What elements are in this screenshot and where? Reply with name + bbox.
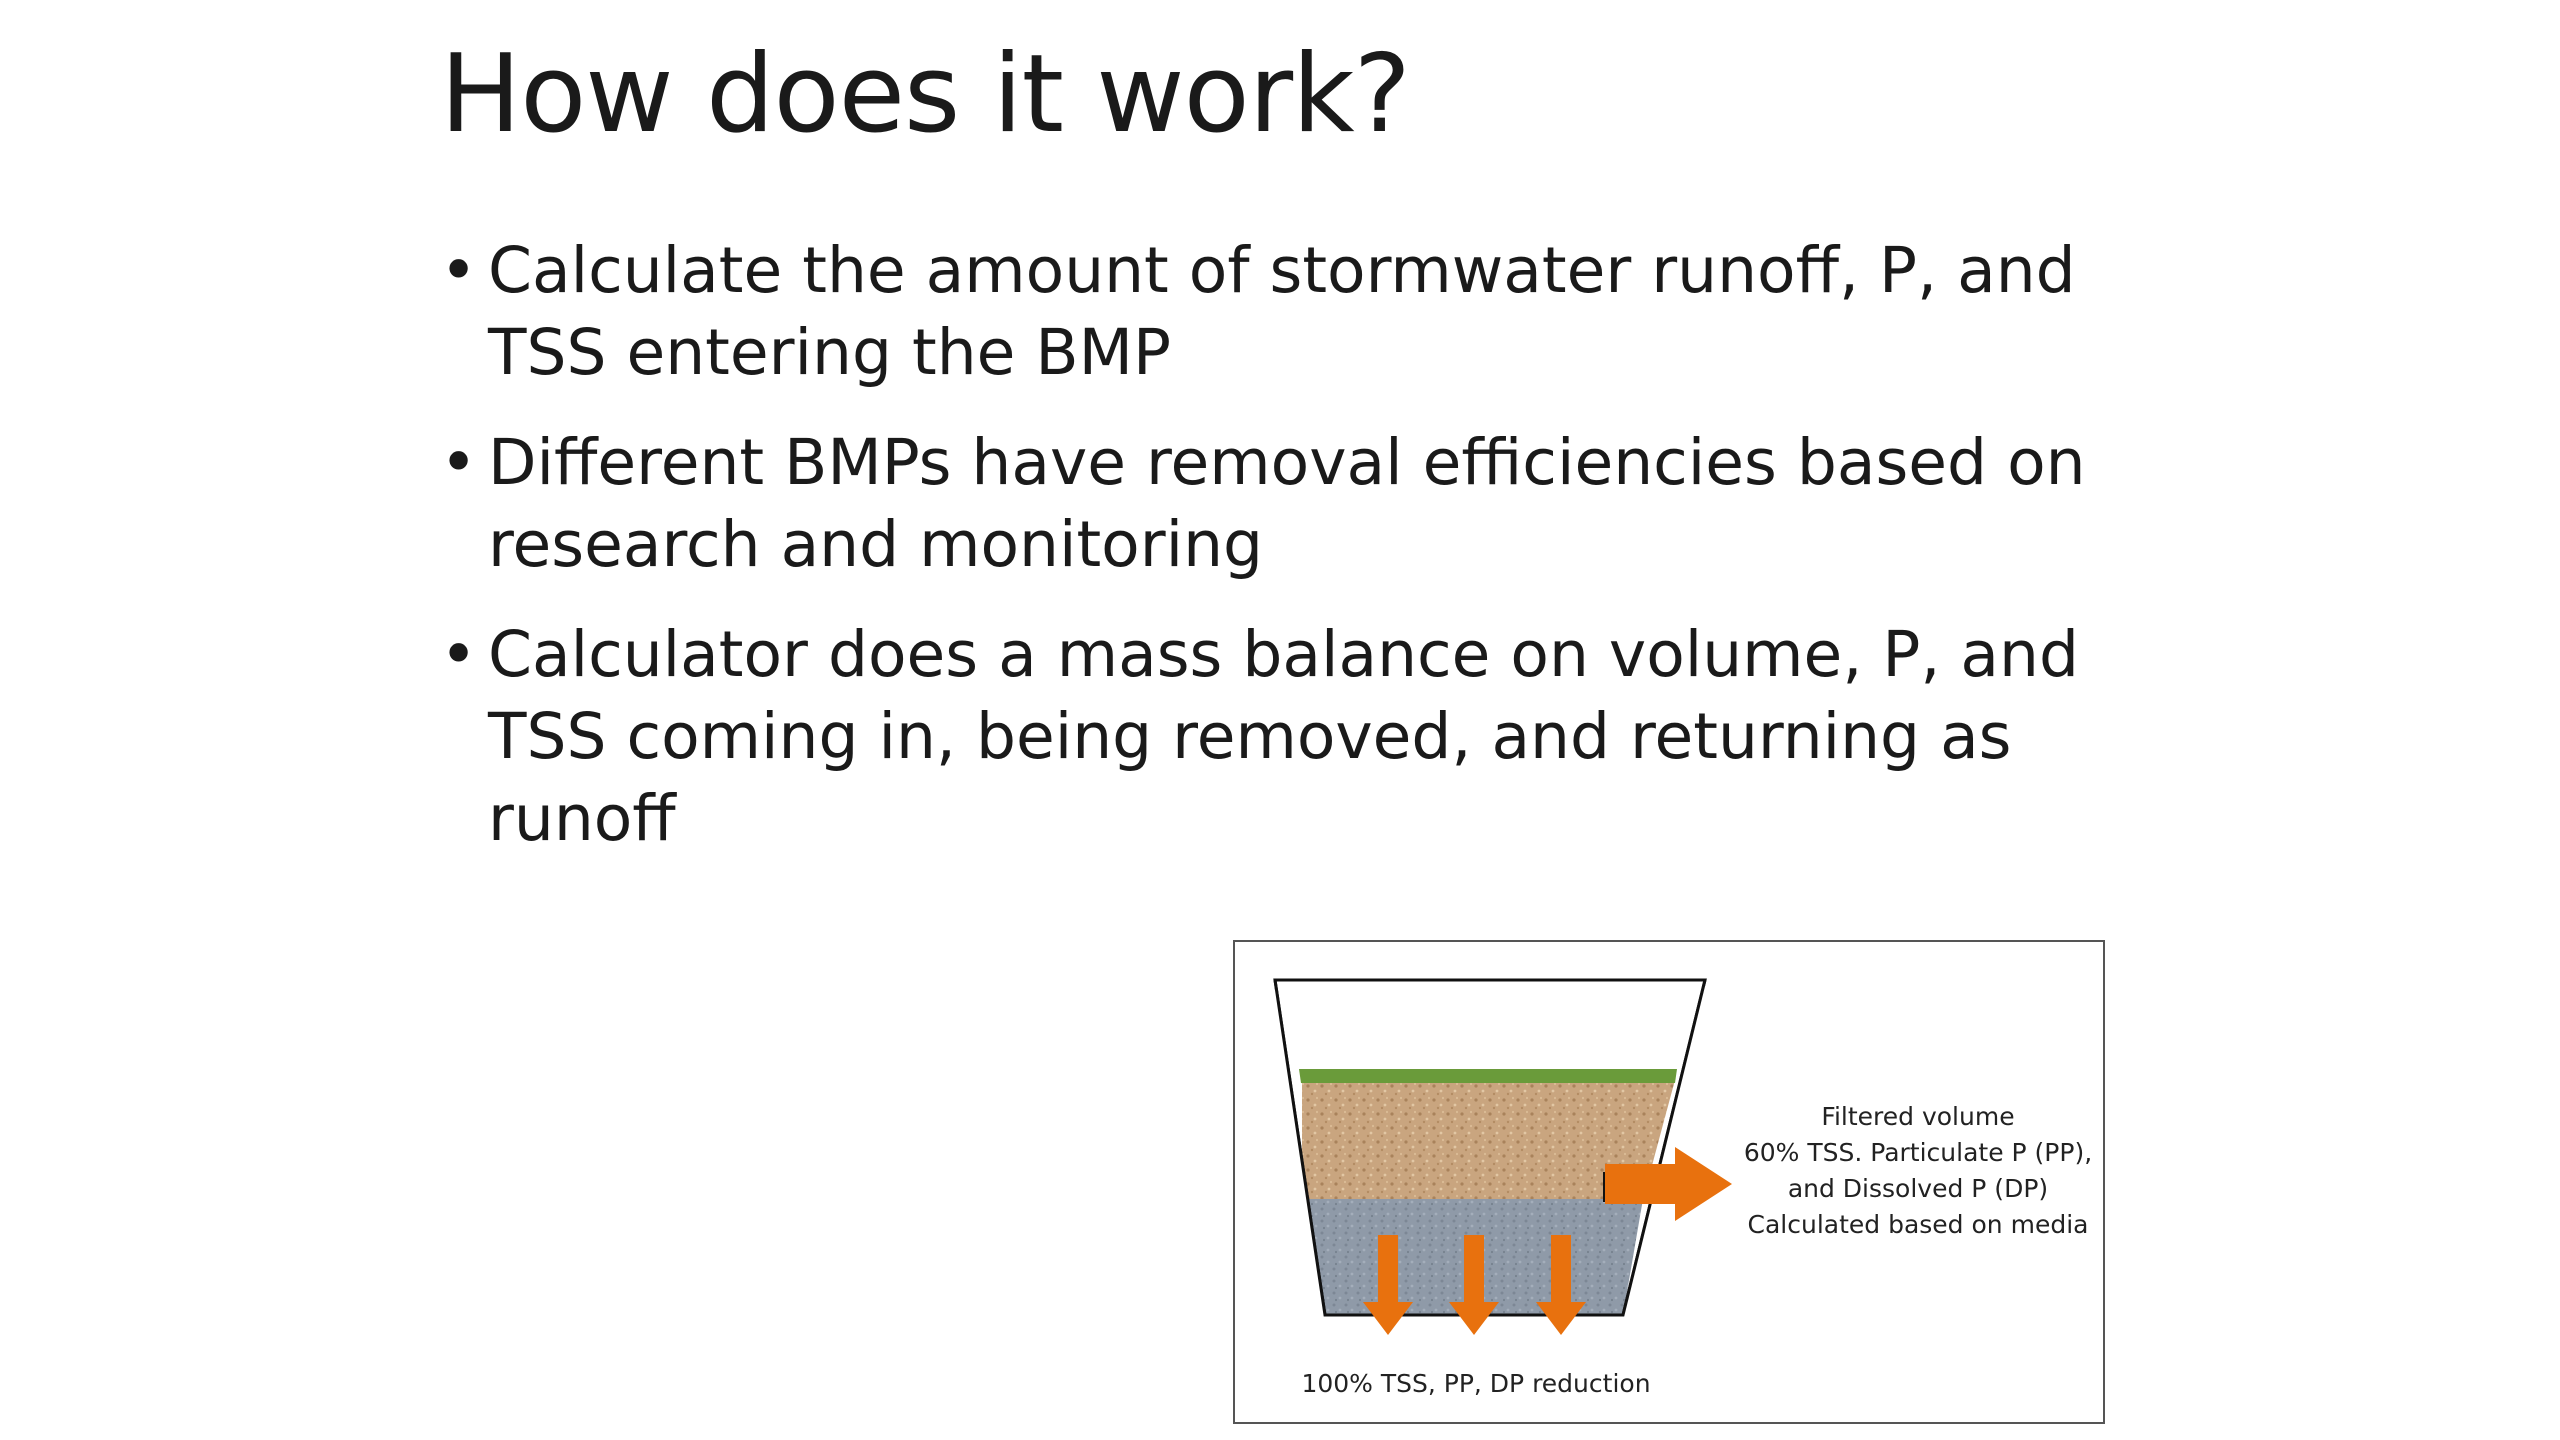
bullet-text: Calculator does a mass balance on volume, P, and TSS coming in, being removed, and returning as runoff [488, 618, 2079, 855]
side-label-line: 60% TSS. Particulate P (PP), [1743, 1138, 2093, 1167]
bottom-label: 100% TSS, PP, DP reduction [1301, 1369, 1651, 1398]
bullet-item [440, 230, 2200, 394]
side-label-line: Filtered volume [1821, 1102, 2015, 1131]
side-label-line: Calculated based on media [1747, 1210, 2089, 1239]
bullet-icon: • [440, 426, 478, 499]
bullet-text: Calculate the amount of stormwater runoff, P, and TSS entering the BMP [488, 234, 2076, 389]
bullet-text: Different BMPs have removal efficiencies based on research and monitoring [488, 426, 2086, 581]
bmp-diagram [1233, 940, 2105, 1424]
bullet-icon: • [440, 618, 478, 691]
bullet-item [440, 614, 2200, 860]
bullet-item [440, 422, 2200, 586]
slide-title: How does it work? [440, 32, 1410, 157]
bullet-icon: • [440, 234, 478, 307]
side-label-line: and Dissolved P (DP) [1787, 1174, 2049, 1203]
grass-layer [1299, 1069, 1677, 1083]
bullet-list [440, 230, 2200, 888]
bmp-diagram-svg [1235, 942, 2107, 1426]
